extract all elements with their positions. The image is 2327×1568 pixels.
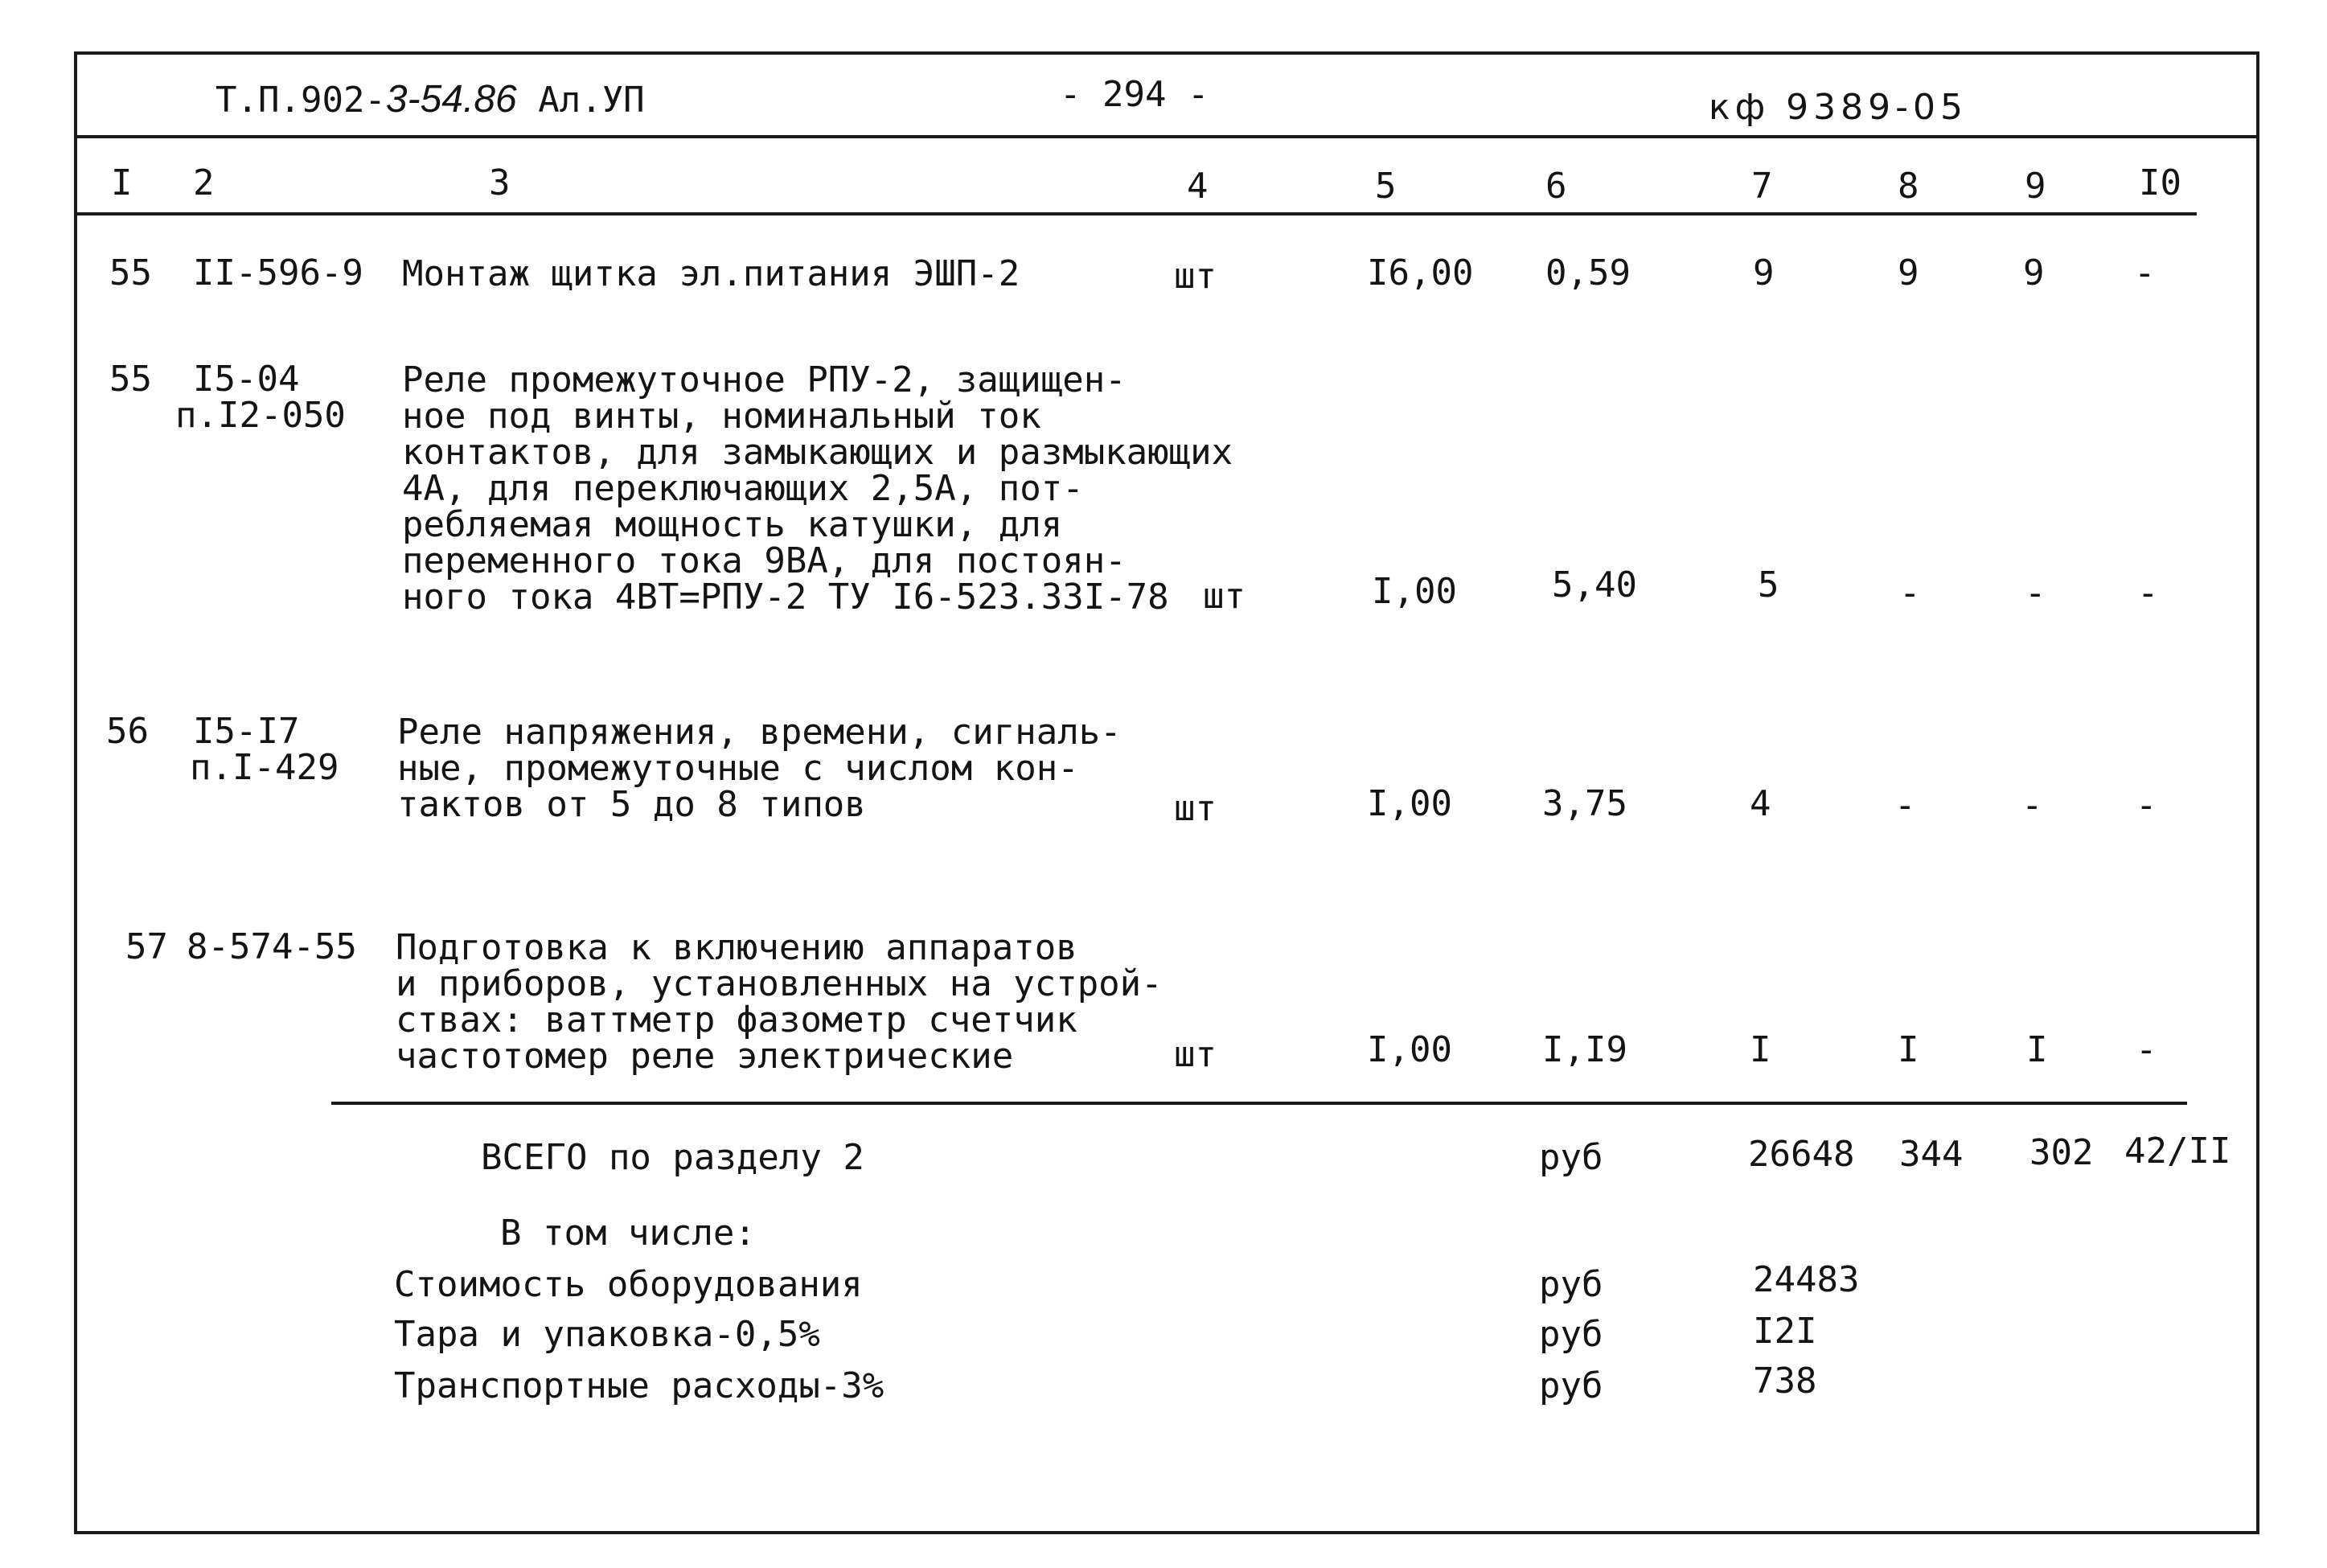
rate-code-subline: п.I-429 (190, 747, 339, 788)
col8-value: I (1898, 1029, 1919, 1070)
col9-value: 9 (2023, 252, 2045, 293)
col10-value: - (2134, 252, 2156, 293)
row-number: 57 (125, 926, 168, 967)
unit: шт (1174, 788, 1217, 829)
column-header: 9 (2025, 166, 2046, 207)
col9-value: I (2026, 1029, 2048, 1070)
column-header: I0 (2139, 162, 2181, 203)
breakdown-value: 738 (1753, 1361, 1817, 1402)
col9-value: - (2021, 785, 2043, 826)
col10-value: - (2136, 785, 2157, 826)
breakdown-label: Стоимость оборудования (394, 1264, 863, 1305)
column-header: 5 (1375, 166, 1397, 207)
col7-value: 5 (1758, 564, 1779, 605)
section-total-unit: руб (1539, 1137, 1603, 1178)
rate-code: II-596-9 (193, 252, 363, 293)
col8-value: - (1899, 573, 1921, 614)
col7-value: 9 (1753, 252, 1775, 293)
archive-stamp: кф 9389-05 (1709, 87, 1968, 128)
breakdown-unit: руб (1539, 1365, 1603, 1406)
column-header: 4 (1187, 166, 1209, 207)
section-total-col9: 302 (2029, 1132, 2094, 1173)
including-label: В том числе: (500, 1213, 756, 1254)
breakdown-unit: руб (1539, 1264, 1603, 1305)
unit-price: 0,59 (1545, 252, 1631, 293)
totals-divider (331, 1102, 2187, 1105)
item-description: Подготовка к включению аппаратов и приборов, установленных на устрой- ствах: ваттметр фазометр счетчик частотомер реле электрические (396, 927, 1163, 1077)
breakdown-label: Тара и упаковка-0,5% (394, 1314, 820, 1355)
col9-value: - (2025, 573, 2046, 614)
page-number: - 294 - (1060, 74, 1209, 115)
quantity: I6,00 (1367, 252, 1474, 293)
breakdown-label: Транспортные расходы-3% (394, 1365, 884, 1406)
col8-value: 9 (1898, 252, 1919, 293)
quantity: I,00 (1372, 571, 1457, 612)
unit-price: I,I9 (1542, 1029, 1627, 1070)
unit: шт (1203, 576, 1246, 617)
section-total-col10: 42/II (2124, 1131, 2231, 1172)
row-number: 55 (109, 252, 152, 293)
doc-code-prefix: Т.П.902- (215, 80, 386, 121)
row-number: 56 (106, 711, 149, 752)
doc-code-suffix: Ал.УП (538, 80, 645, 121)
doc-code-handwritten: 3-54.86 (385, 78, 517, 121)
column-header: 6 (1545, 166, 1567, 207)
unit-price: 5,40 (1552, 564, 1637, 605)
item-description: Монтаж щитка эл.питания ЭШП-2 (402, 253, 1020, 294)
col7-value: I (1750, 1029, 1771, 1070)
column-header: 7 (1751, 166, 1773, 207)
rate-code-subline: п.I2-050 (175, 395, 346, 436)
unit: шт (1174, 256, 1217, 297)
unit: шт (1174, 1034, 1217, 1075)
item-description: Реле напряжения, времени, сигналь- ные, промежуточные с числом кон- тактов от 5 до 8 типов (397, 712, 1122, 825)
column-header: 8 (1898, 166, 1919, 207)
section-total-label: ВСЕГО по разделу 2 (481, 1137, 864, 1178)
breakdown-value: I2I (1753, 1311, 1817, 1352)
quantity: I,00 (1367, 783, 1452, 824)
doc-code (215, 80, 645, 119)
section-total-col7: 26648 (1748, 1134, 1855, 1175)
column-header-divider (74, 212, 2197, 215)
unit-price: 3,75 (1542, 783, 1627, 824)
row-number: 55 (109, 359, 152, 400)
header-divider (74, 135, 2259, 138)
col10-value: - (2137, 573, 2159, 614)
breakdown-value: 24483 (1753, 1259, 1860, 1300)
rate-code: I5-04 (193, 359, 300, 400)
col8-value: - (1894, 785, 1916, 826)
section-total-col8: 344 (1899, 1134, 1964, 1175)
col7-value: 4 (1750, 783, 1771, 824)
rate-code: I5-I7 (193, 711, 300, 752)
col10-value: - (2136, 1029, 2157, 1070)
item-description: Реле промежуточное РПУ-2, защищен- ное под винты, номинальный ток контактов, для замыкающих и размыкающих 4А, для переключающих 2,5А, пот- ребляемая мощность катушки, для переменного тока 9ВА, для постоян- ного тока 4ВТ=РПУ-2 ТУ I6-523.33I-78 (402, 359, 1233, 618)
column-header: 2 (193, 162, 215, 203)
column-header: I (111, 162, 133, 203)
column-header: 3 (489, 162, 511, 203)
rate-code: 8-574-55 (187, 926, 357, 967)
breakdown-unit: руб (1539, 1314, 1603, 1355)
quantity: I,00 (1367, 1029, 1452, 1070)
